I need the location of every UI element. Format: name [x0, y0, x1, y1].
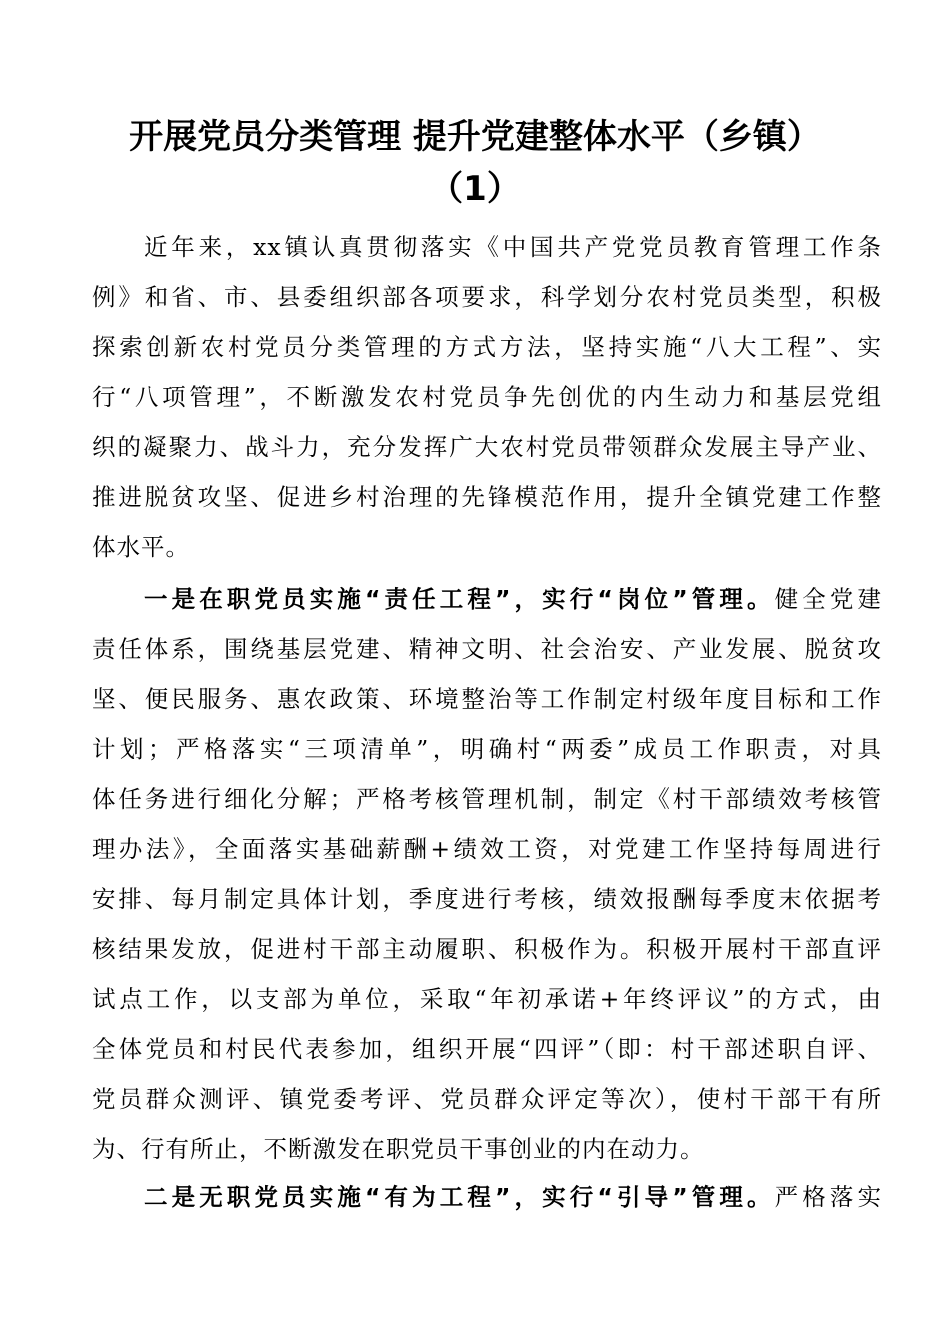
section-heading: 二是无职党员实施“有为工程”，实行“引导”管理。	[144, 1183, 775, 1211]
paragraph-section-1	[92, 574, 882, 1174]
paragraph-line-text: 严格落实	[774, 1183, 882, 1211]
document-title: 开展党员分类管理 提升党建整体水平（乡镇）	[129, 117, 821, 157]
paragraph-line: 试点工作，以支部为单位，采取“年初承诺+年终评议”的方式，由	[92, 985, 882, 1013]
paragraph-line: 推进脱贫攻坚、促进乡村治理的先锋模范作用，提升全镇党建工作整	[92, 483, 882, 511]
paragraph-line: 理办法》，全面落实基础薪酬+绩效工资，对党建工作坚持每周进行	[92, 835, 882, 863]
section-heading: 一是在职党员实施“责任工程”，实行“岗位”管理。	[144, 585, 775, 613]
paragraph-line: 体水平。	[92, 533, 190, 561]
paragraph-line: 计划；严格落实“三项清单”，明确村“两委”成员工作职责，对具	[92, 735, 882, 763]
paragraph-line: 党员群众测评、镇党委考评、党员群众评定等次），使村干部干有所	[92, 1085, 882, 1113]
paragraph-line: 探索创新农村党员分类管理的方式方法，坚持实施“八大工程”、实	[92, 333, 882, 361]
paragraph-line: 全体党员和村民代表参加，组织开展“四评”（即：村干部述职自评、	[92, 1035, 882, 1063]
paragraph-line	[92, 1172, 882, 1222]
paragraph-line: 责任体系，围绕基层党建、精神文明、社会治安、产业发展、脱贫攻	[92, 635, 882, 663]
paragraph-intro	[92, 222, 882, 572]
paragraph-line: 体任务进行细化分解；严格考核管理机制，制定《村干部绩效考核管	[92, 785, 882, 813]
paragraph-line: 核结果发放，促进村干部主动履职、积极作为。积极开展村干部直评	[92, 935, 882, 963]
paragraph-line: 坚、便民服务、惠农政策、环境整治等工作制定村级年度目标和工作	[92, 685, 882, 713]
paragraph-line	[92, 574, 882, 624]
paragraph-line: 例》和省、市、县委组织部各项要求，科学划分农村党员类型，积极	[92, 283, 882, 311]
paragraph-line: 近年来，xx镇认真贯彻落实《中国共产党党员教育管理工作条	[144, 233, 882, 261]
document-title-part-number: （1）	[429, 169, 521, 209]
paragraph-section-2	[92, 1172, 882, 1222]
paragraph-line: 安排、每月制定具体计划，季度进行考核，绩效报酬每季度末依据考	[92, 885, 882, 913]
paragraph-line: 行“八项管理”，不断激发农村党员争先创优的内生动力和基层党组	[92, 383, 882, 411]
paragraph-line-text: 健全党建	[774, 585, 882, 613]
paragraph-line: 织的凝聚力、战斗力，充分发挥广大农村党员带领群众发展主导产业、	[92, 433, 882, 461]
paragraph-line: 为、行有所止，不断激发在职党员干事创业的内在动力。	[92, 1135, 705, 1163]
